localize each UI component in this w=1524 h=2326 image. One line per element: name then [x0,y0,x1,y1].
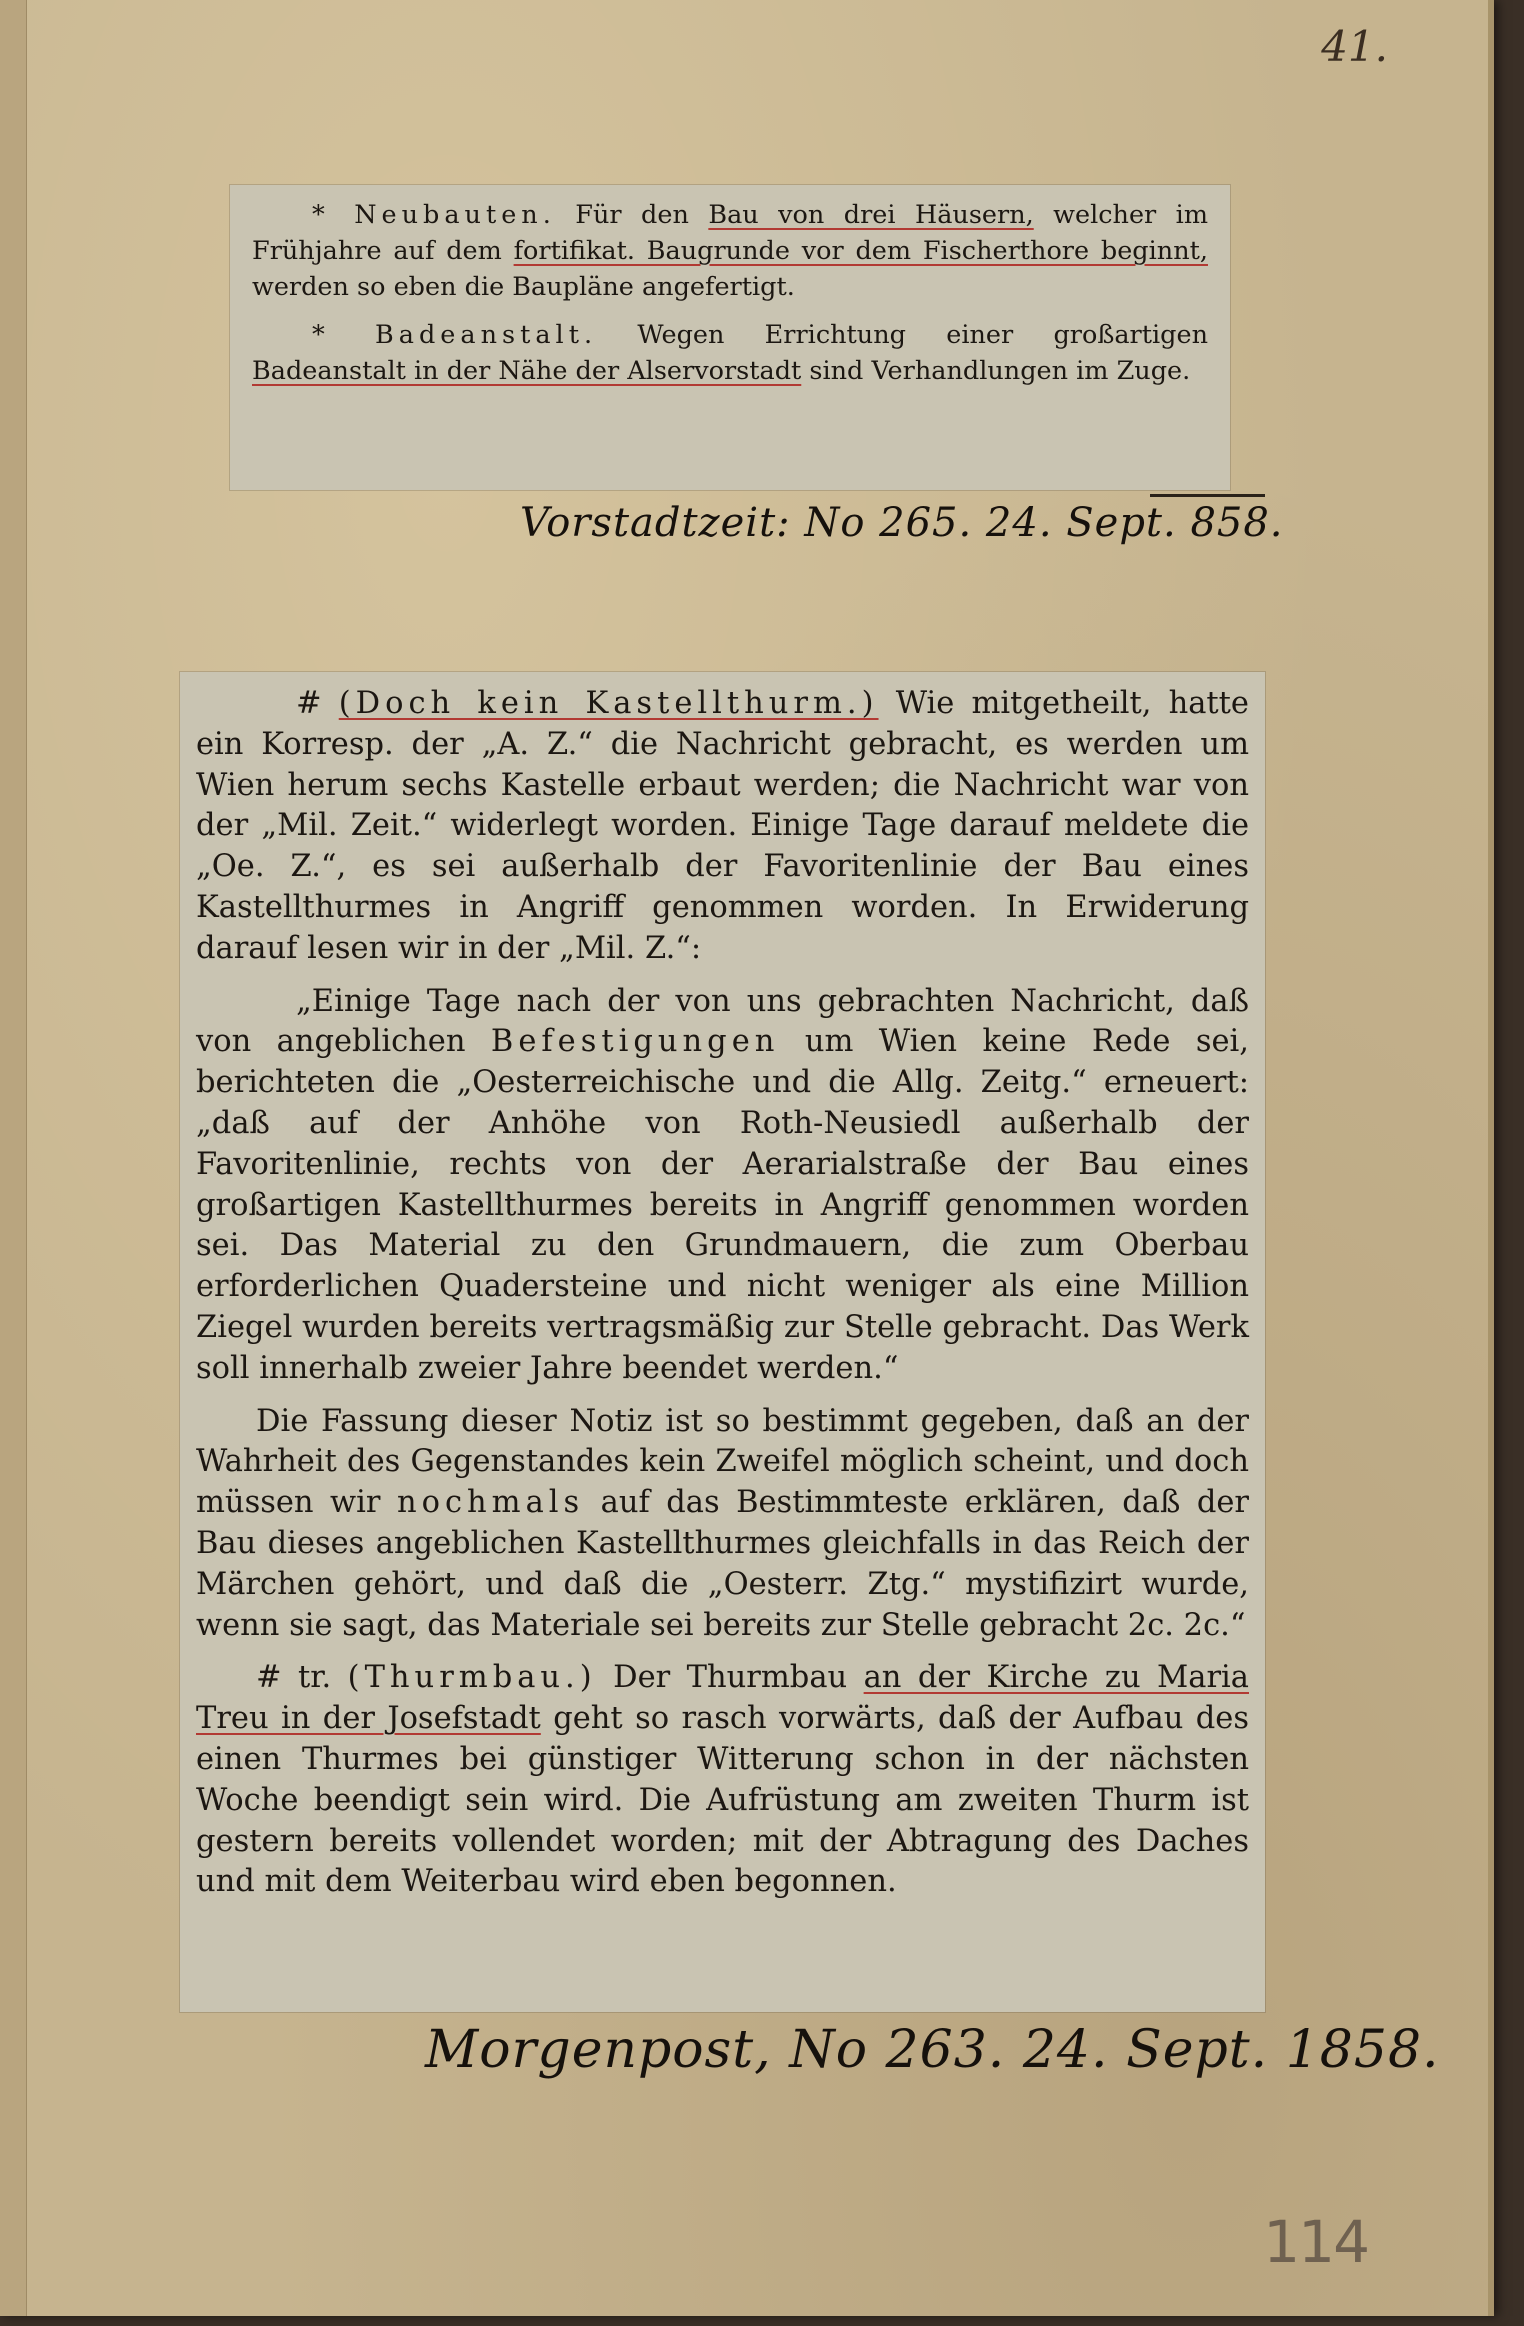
text-run: um Wien keine Rede sei, berichteten die „Oesterreichische und die Allg. Zeitg.“ erneuert: „daß auf der Anhöhe von Roth-Neusiedl außerhalb der Favoritenlinie, rechts von der Aerarialstraße der Bau eines großartigen Kastellthurmes bereits in Angriff genommen worden sei. Das Material zu den Grundmauern, die zum Oberbau erforderlichen Quadersteine und nicht weniger als eine Million Ziegel wurden bereits vertragsmäßig zur Stelle gebracht. Das Werk soll innerhalb zweier Jahre beendet werden.“ [196,1024,1249,1386]
clipping1-paragraph-badeanstalt [230,305,1230,389]
red-underlined-text: Bau von drei Häusern, [708,200,1034,230]
red-underlined-text: an der Kirche zu Maria Treu in der Josefstadt [196,1660,1249,1737]
text-run: Die Fassung dieser Notiz ist so bestimmt gegeben, daß an der Wahrheit des Gegenstandes kein Zweifel möglich scheint, und doch müssen wir [196,1403,1249,1521]
text-run: welcher im Frühjahre auf dem [252,200,1209,266]
text-run: Für den [575,200,709,230]
archive-number: 114 [1263,2208,1368,2276]
red-underlined-text: Badeanstalt in der Nähe der Alservorstadt [252,356,802,386]
text-run: auf das Bestimmteste erklären, daß der Bau dieses angeblichen Kastellthurmes gleichfalls in das Reich der Märchen gehört, und daß die „Oesterr. Ztg.“ mystifizirt wurde, wenn sie sagt, das Materiale sei bereits zur Stelle gebracht 2c. 2c.“ [196,1485,1249,1643]
newspaper-clipping-1 [230,185,1230,490]
newspaper-clipping-2 [180,672,1265,2012]
spaced-emphasis: Befestigungen [490,1024,780,1060]
text-run: Wegen Errichtung einer großartigen [637,320,1208,350]
handwritten-citation-1: Vorstadtzeit: No 265. 24. Sept. 858. [520,500,1284,546]
clipping2-paragraph-thurmbau [180,1646,1265,1903]
text-run: sind Verhandlungen im Zuge. [801,356,1191,386]
hash-mark: # [296,686,339,721]
separator-rule [1150,494,1265,497]
clipping2-quotation [180,970,1265,1390]
text-run: „Einige Tage nach der von uns gebrachten Nachricht, daß von angeblichen [196,983,1249,1060]
text-run: Wie mitgetheilt, hatte ein Korresp. der „A. Z.“ die Nachricht gebracht, es werden um Wien herum sechs Kastelle erbaut werden; die Nachricht war von der „Mil. Zeit.“ widerlegt worden. Einige Tage darauf meldete die „Oe. Z.“, es sei außerhalb der Favoritenlinie der Bau eines Kastellthurmes in Angriff genommen worden. In Erwiderung darauf lesen wir in der „Mil. Z.“: [196,686,1249,966]
folio-number: 41. [1321,22,1388,71]
badeanstalt-heading: * Badeanstalt. [312,320,598,350]
handwritten-citation-2: Morgenpost, No 263. 24. Sept. 1858. [425,2020,1440,2080]
clipping2-paragraph-kastellthurm [180,672,1265,970]
text-run: geht so rasch vorwärts, daß der Aufbau des einen Thurmes bei günstiger Witterung schon in der nächsten Woche beendigt sein wird. Die Aufrüstung am zweiten Thurm ist gestern bereits vollendet worden; mit der Abtragung des Daches und mit dem Weiterbau wird eben begonnen. [196,1701,1249,1900]
hash-mark: # tr. [256,1660,348,1696]
clipping2-paragraph-fassung [180,1390,1265,1647]
red-underlined-text: fortifikat. Baugrunde vor dem Fischerthore beginnt, [513,236,1208,266]
kastellthurm-heading: (Doch kein Kastellthurm.) [338,686,879,721]
page-edge [0,0,27,2316]
thurmbau-heading: (Thurmbau.) [347,1660,597,1696]
neubauten-heading: * Neubauten. [312,200,556,230]
text-run: werden so eben die Baupläne angefertigt. [252,272,795,302]
spaced-emphasis: nochmals [396,1485,585,1521]
clipping1-paragraph-neubauten [230,185,1230,305]
text-run: Der Thurmbau [613,1660,864,1696]
